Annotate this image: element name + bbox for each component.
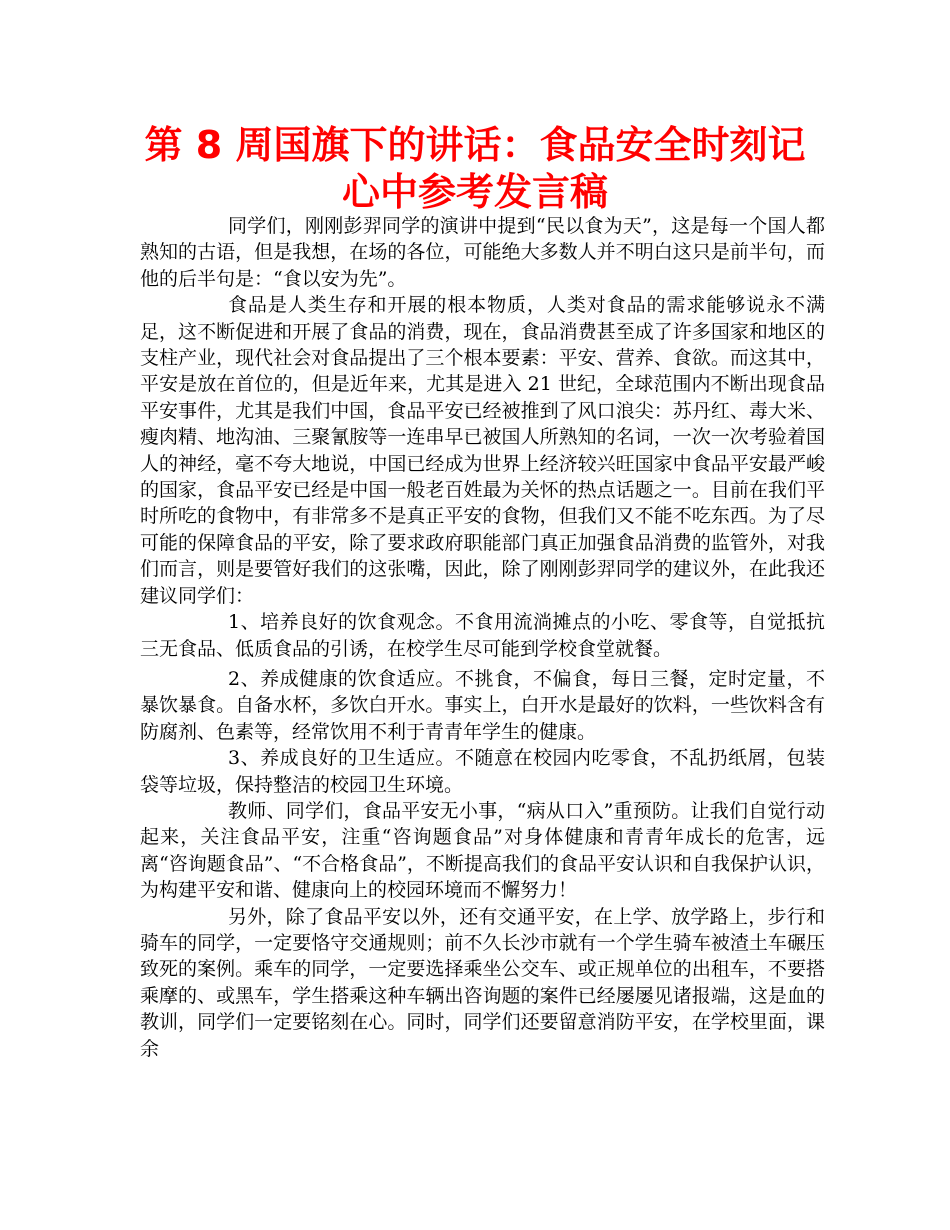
paragraph-suggestion-1: 1、培养良好的饮食观念。不食用流淌摊点的小吃、零食等，自觉抵抗三无食品、低质食品的引诱，在校学生尽可能到学校食堂就餐。 bbox=[140, 611, 825, 660]
paragraph-suggestion-3: 3、养成良好的卫生适应。不随意在校园内吃零食，不乱扔纸屑，包装袋等垃圾，保持整洁的校园卫生环境。 bbox=[140, 747, 825, 796]
paragraph-appeal: 教师、同学们，食品平安无小事，“病从口入”重预防。让我们自觉行动起来，关注食品平安，注重“咨询题食品”对身体健康和青青年成长的危害，远离“咨询题食品”、“不合格食品”，不断提高我们的食品平安认识和自我保护认识，为构建平安和谐、健康向上的校园环境而不懈努力！ bbox=[140, 799, 825, 902]
document-title: 第 8 周国旗下的讲话：食品安全时刻记心中参考发言稿 bbox=[144, 123, 806, 214]
paragraph-suggestion-2: 2、养成健康的饮食适应。不挑食，不偏食，每日三餐，定时定量，不暴饮暴食。自备水杯，多饮白开水。事实上，白开水是最好的饮料，一些饮料含有防腐剂、色素等，经常饮用不利于青青年学生的健康。 bbox=[140, 667, 825, 743]
paragraph-food-safety: 食品是人类生存和开展的根本物质，人类对食品的需求能够说永不满足，这不断促进和开展了食品的消费，现在，食品消费甚至成了许多国家和地区的支柱产业，现代社会对食品提出了三个根本要素：平安、营养、食欲。而这其中，平安是放在首位的，但是近年来，尤其是进入 21 世纪，全球范围内不断出现食品平安事件，尤其是我们中国，食品平安已经被推到了风口浪尖：苏丹红、毒大米、瘦肉精、地沟油、三聚氰胺等一连串早已被国人所熟知的名词，一次一次考验着国人的神经，毫不夸大地说，中国已经成为世界上经济较兴旺国家中食品平安最严峻的国家，食品平安已经是中国一般老百姓最为关怀的热点话题之一。目前在我们平时所吃的食物中，有非常多不是真正平安的食物，但我们又不能不吃东西。为了尽可能的保障食品的平安，除了要求政府职能部门真正加强食品消费的监管外，对我们而言，则是要管好我们的这张嘴，因此，除了刚刚彭羿同学的建议外，在此我还建议同学们： bbox=[140, 294, 825, 607]
paragraph-intro: 同学们，刚刚彭羿同学的演讲中提到“民以食为天”，这是每一个国人都熟知的古语，但是我想，在场的各位，可能绝大多数人并不明白这只是前半句，而他的后半句是：“食以安为先”。 bbox=[140, 215, 825, 290]
paragraph-traffic-safety: 另外，除了食品平安以外，还有交通平安，在上学、放学路上，步行和骑车的同学，一定要恪守交通规则；前不久长沙市就有一个学生骑车被渣土车碾压致死的案例。乘车的同学，一定要选择乘坐公交车、或正规单位的出租车，不要搭乘摩的、或黑车，学生搭乘这种车辆出咨询题的案件已经屡屡见诸报端，这是血的教训，同学们一定要铭刻在心。同时，同学们还要留意消防平安，在学校里面，课余 bbox=[140, 905, 825, 1060]
document-body bbox=[140, 213, 825, 1062]
